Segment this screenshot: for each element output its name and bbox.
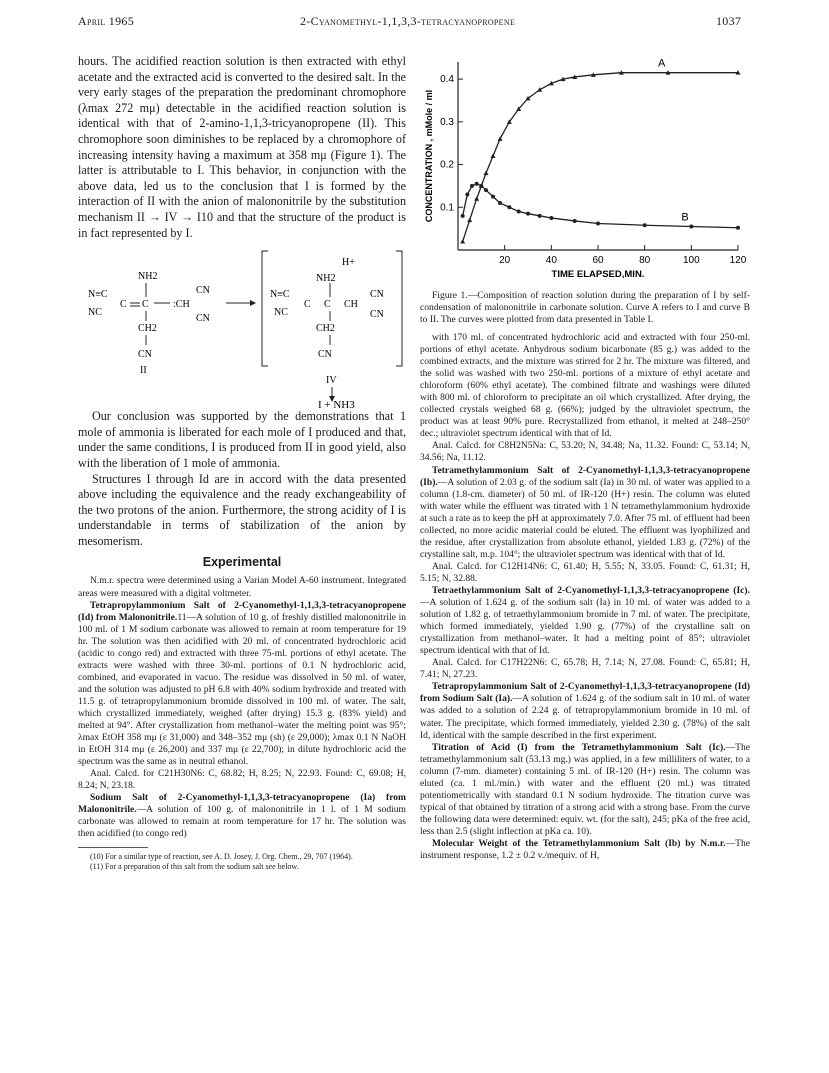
scheme-iv-hplus: H+ [342,257,355,269]
scheme-iv-cn-top: CN [370,289,384,301]
data-point-B [643,223,647,227]
data-point-B [479,184,483,188]
scheme-iv-label: IV [326,375,337,387]
molecular-weight-heading: Molecular Weight of the Tetramethylammonium Salt (Ib) by N.m.r. [432,837,726,849]
x-tick-label: 20 [499,255,511,266]
procedure-ib-heading: Tetramethylammonium Salt of 2-Cyanomethyl-1,1,3,3-tetracyanopropene (Ib). [420,464,750,488]
y-tick-label: 0.4 [440,74,454,86]
analysis-id: Anal. Calcd. for C21H30N6: C, 68.82; H, 8.25; N, 22.93. Found: C, 69.08; H, 8.24; N, 23.18. [78,768,406,792]
scheme-iv-nh2: NH2 [316,273,336,285]
x-tick-label: 80 [639,255,651,266]
procedure-ia-heading: Sodium Salt of 2-Cyanomethyl-1,1,3,3-tetracyanopropene (Ia) from Malononitrile. [78,792,406,816]
procedure-ia-continued: with 170 ml. of concentrated hydrochloric acid and extracted with four 250-ml. portions of ethyl acetate. Anhydrous sodium bicarbonate (85 g.) was added to the combined extracts, and the mixture was stirred for 2 hr. The mixture was filtered, and the solid was washed with two 250-ml. portions of a mixture of ethyl acetate and chloroform (60% ethyl acetate). The combined filtrate and washings were diluted with 800 ml. of chloroform to precipitate an oil which crystallized. After drying, the collected crystals weighed 68 g. (66%); judged by the ultraviolet spectrum, the product was at least 90% pure. Recrystallized from ethanol, it melted at 248–250° dec.; ultraviolet spectrum identical with that of Id. [420,332,750,440]
x-tick-label: 120 [729,255,747,266]
data-point-B [736,226,740,230]
data-point-A [498,136,503,141]
data-point-B [573,219,577,223]
scheme-iv-ch: CH [344,299,358,311]
scheme-ii-c: C [120,299,127,311]
data-point-B [475,182,479,186]
reaction-scheme [78,241,406,409]
concentration-chart [420,54,750,282]
data-point-B [484,188,488,192]
data-point-A [474,196,479,201]
data-point-B [470,184,474,188]
procedure-id-heading: Tetrapropylammonium Salt of 2-Cyanomethyl-1,1,3,3-tetracyanopropene (Id) from Malononitrile. [78,599,406,623]
procedure-id-body: 11—A solution of 10 g. of freshly distilled malononitrile in 100 ml. of 1 M sodium carbonate was allowed to remain at room temperature for 19 hr. The solution was then acidified with 20 ml. of concentrated hydrochloric acid (acidic to congo red) and extracted with three 75-ml. portions of ethyl acetate. The extracts were washed with three 30-ml. portions of 0.1 N hydrochloric acid, combined, and evaporated in vacuo. The residue was dissolved in 50 ml. of water, and the solution was adjusted to pH 6.8 with 40% sodium hydroxide and treated with 11.5 g. of tetrapropylammonium bromide dissolved in 100 ml. of water. The salt, which crystallized immediately, weighed (after drying) 15.3 g. (83% yield) and melted at 94°. After crystallization from methanol–water the melting point was 95°; λmax EtOH 358 mμ (ε 31,000) and 348–352 mμ (sh) (ε 29,000); λmax 0.1 N NaOH in EtOH 314 mμ (ε 26,200) and 337 mμ (ε 22,700); in dilute hydrochloric acid the spectrum was the same as in neutral ethanol. [78,611,406,768]
x-tick-label: 40 [545,255,557,266]
scheme-iv-cn: CN [318,349,332,361]
data-point-A [460,239,465,244]
scheme-iv-nc-bottom: NC [274,307,288,319]
scheme-iv-ch2: CH2 [316,323,335,335]
scheme-ii-c2: C [142,299,149,311]
conclusion-paragraph: Our conclusion was supported by the demonstrations that 1 mole of ammonia is liberated for each mole of I produced and that, under the same conditions, I is produced from II in good yield, also with the liberation of 1 mole of ammonia. [78,409,406,470]
scheme-carbanion-cn-top: CN [196,285,210,297]
experimental-heading: Experimental [202,555,282,570]
x-axis-label: TIME ELAPSED,MIN. [551,269,645,280]
page-number: 1037 [716,14,742,28]
titration-heading: Titration of Acid (I) from the Tetramethylammonium Salt (Ic). [432,741,726,753]
scheme-ii-nc-top: N≡C [88,289,108,301]
structures-paragraph: Structures I through Id are in accord with the data presented above including the equivalence and the ready exchangeability of the two protons of the anion. Furthermore, the strong acidity of I is understandable in terms of stabilization of the anion by mesomerism. [78,471,406,548]
scheme-ii-nc-bottom: NC [88,307,102,319]
data-point-A [484,171,489,176]
scheme-iv-nc-top: N≡C [270,289,290,301]
running-header-title: 2-Cyanomethyl-1,1,3,3-tetracyanopropene [300,14,516,28]
series-label-A: A [658,57,666,70]
left-column [78,54,406,872]
titration-body: —The tetramethylammonium salt (53.13 mg.) was applied, in a few milliliters of water, to a column (7-mm. diameter) containing 5 ml. of IR-120 (H+) resin. The column was eluted (ca. 1 ml./min.) with water and the effluent (20 ml.) was titrated potentiometrically with standard 0.1 N sodium hydroxide. The titration curve was typical of that obtained by titration of a strong acid with a strong base. From the curve the following data were determined: equiv. wt. (for the salt), 245; pKa of the free acid, less than 2.5 (slight inflection at pKa ca. 10). [420,741,750,837]
figure-caption: Figure 1.—Composition of reaction solution during the preparation of I by self-condensation of malononitrile in carbonate solution. Curve A refers to I and curve B to II. The curves were plotted from data presented in Table I. [420,290,750,325]
series-label-B: B [681,211,689,224]
nmr-note: N.m.r. spectra were determined using a Varian Model A-60 instrument. Integrated areas were measured with a digital voltmeter. [78,575,406,599]
data-point-B [517,210,521,214]
footnote-rule [78,847,148,848]
scheme-carbanion: :CH [173,299,190,311]
x-tick-label: 100 [682,255,700,266]
footnote-11: (11) For a preparation of this salt from the sodium salt see below. [90,861,299,871]
scheme-ii-nh2: NH2 [138,271,158,283]
y-tick-label: 0.2 [440,159,454,171]
intro-paragraph: hours. The acidified reaction solution is then extracted with ethyl acetate and the extracted acid is converted to the desired salt. In the very early stages of the preparation the predominant chromophore (λmax 272 mμ) detectable in the acidified reaction solution is identical with that of 2-amino-1,1,3-tricyanopropene (II). This chromophore soon diminishes to be replaced by a chromophore of increasing intensity having a maximum at 358 mμ (Figure 1). The latter is attributable to I. This behavior, in conjunction with the above data, led us to the conclusion that I is formed by the interaction of II with the anion of malononitrile by the substitution mechanism II → IV → I10 and that the structure of the product is in fact represented by I. [78,54,406,240]
data-point-B [461,214,465,218]
scheme-product: I + NH3 [318,399,355,410]
procedure-ic-heading: Tetraethylammonium Salt of 2-Cyanomethyl-1,1,3,3-tetracyanopropene (Ic). [432,584,750,596]
data-point-A [491,154,496,159]
data-point-B [507,205,511,209]
scheme-ii-cn: CN [138,349,152,361]
scheme-iv-c2: C [324,299,331,311]
data-point-B [549,216,553,220]
scheme-carbanion-cn-bottom: CN [196,313,210,325]
y-tick-label: 0.3 [440,116,454,128]
procedure-ic-body: —A solution of 1.624 g. of the sodium salt (Ia) in 10 ml. of water was added to a solution of 1.82 g. of tetraethylammonium bromide in 7 ml. of water. The precipitate, which formed immediately, yielded 1.90 g. (77%) of the crystalline salt on crystallization from methanol–water. It had a melting point of 85°; ultraviolet spectrum identical with that of Id. [420,597,750,657]
y-axis-label: CONCENTRATION , mMole / ml [424,89,434,223]
series-line-A [463,73,738,242]
x-tick-label: 60 [592,255,604,266]
running-header-date: April 1965 [78,14,135,28]
procedure-id2-body: —A solution of 1.624 g. of the sodium salt in 10 ml. of water was added to a solution of 2.24 g. of tetrapropylammonium bromide in 10 ml. of water. The precipitate, which formed immediately, yielded 2.30 g. (78%) of the salt Id, identical with the sample described in the first experiment. [420,693,750,741]
y-tick-label: 0.1 [440,202,454,214]
scheme-ii-label: II [140,365,147,377]
procedure-id2-heading: Tetrapropylammonium Salt of 2-Cyanomethyl-1,1,3,3-tetracyanopropene (Id) from Sodium Salt (Ia). [420,681,750,705]
data-point-B [526,212,530,216]
procedure-ia-body: —A solution of 100 g. of malononitrile in 1 l. of 1 M sodium carbonate was allowed to remain at room temperature for 17 hr. The solution was then acidified (to congo red) [78,804,406,840]
data-point-B [596,222,600,226]
data-point-A [467,218,472,223]
analysis-ia: Anal. Calcd. for C8H2N5Na: C, 53.20; N, 34.48; Na, 11.32. Found: C, 53.14; N, 34.56; Na, 11.12. [420,440,750,464]
data-point-B [491,195,495,199]
data-point-B [689,225,693,229]
data-point-B [498,201,502,205]
right-column [420,54,750,862]
analysis-ic: Anal. Calcd. for C17H22N6: C, 65.78; H, 7.14; N, 27.08. Found: C, 65.81; H, 7.41; N, 27.23. [420,657,750,681]
procedure-ib-body: —A solution of 2.03 g. of the sodium salt (Ia) in 30 ml. of water was applied to a column (1.8-cm. diameter) of 50 ml. of IR-120 (H+) resin. The column was eluted with water while the effluent was titrated with 1 N tetramethylammonium hydroxide at such a rate as to keep the pH at approximately 7.0. After 75 ml. of effluent had been collected, no more acidic material could be eluted. The effluent was lyophilized and the residue, after crystallization from absolute ethanol, yielded 1.83 g. (72%) of the crystalline salt, m.p. 104°; the ultraviolet spectrum was identical with that of Id. [420,476,750,560]
footnote-10: (10) For a similar type of reaction, see A. D. Josey, J. Org. Chem., 29, 707 (1964). [90,851,353,861]
molecular-weight-body: —The instrument response, 1.2 ± 0.2 v./mequiv. of H, [420,837,750,862]
scheme-iv-c1: C [304,299,311,311]
figure-1 [420,54,750,282]
data-point-B [538,214,542,218]
scheme-iv-cn-bottom: CN [370,309,384,321]
scheme-ii-ch2: CH2 [138,323,157,335]
analysis-ib: Anal. Calcd. for C12H14N6: C, 61.40; H, 5.55; N, 33.05. Found: C, 61.31; H, 5.15; N, 32.88. [420,560,750,584]
series-line-B [463,184,738,228]
data-point-B [465,192,469,196]
